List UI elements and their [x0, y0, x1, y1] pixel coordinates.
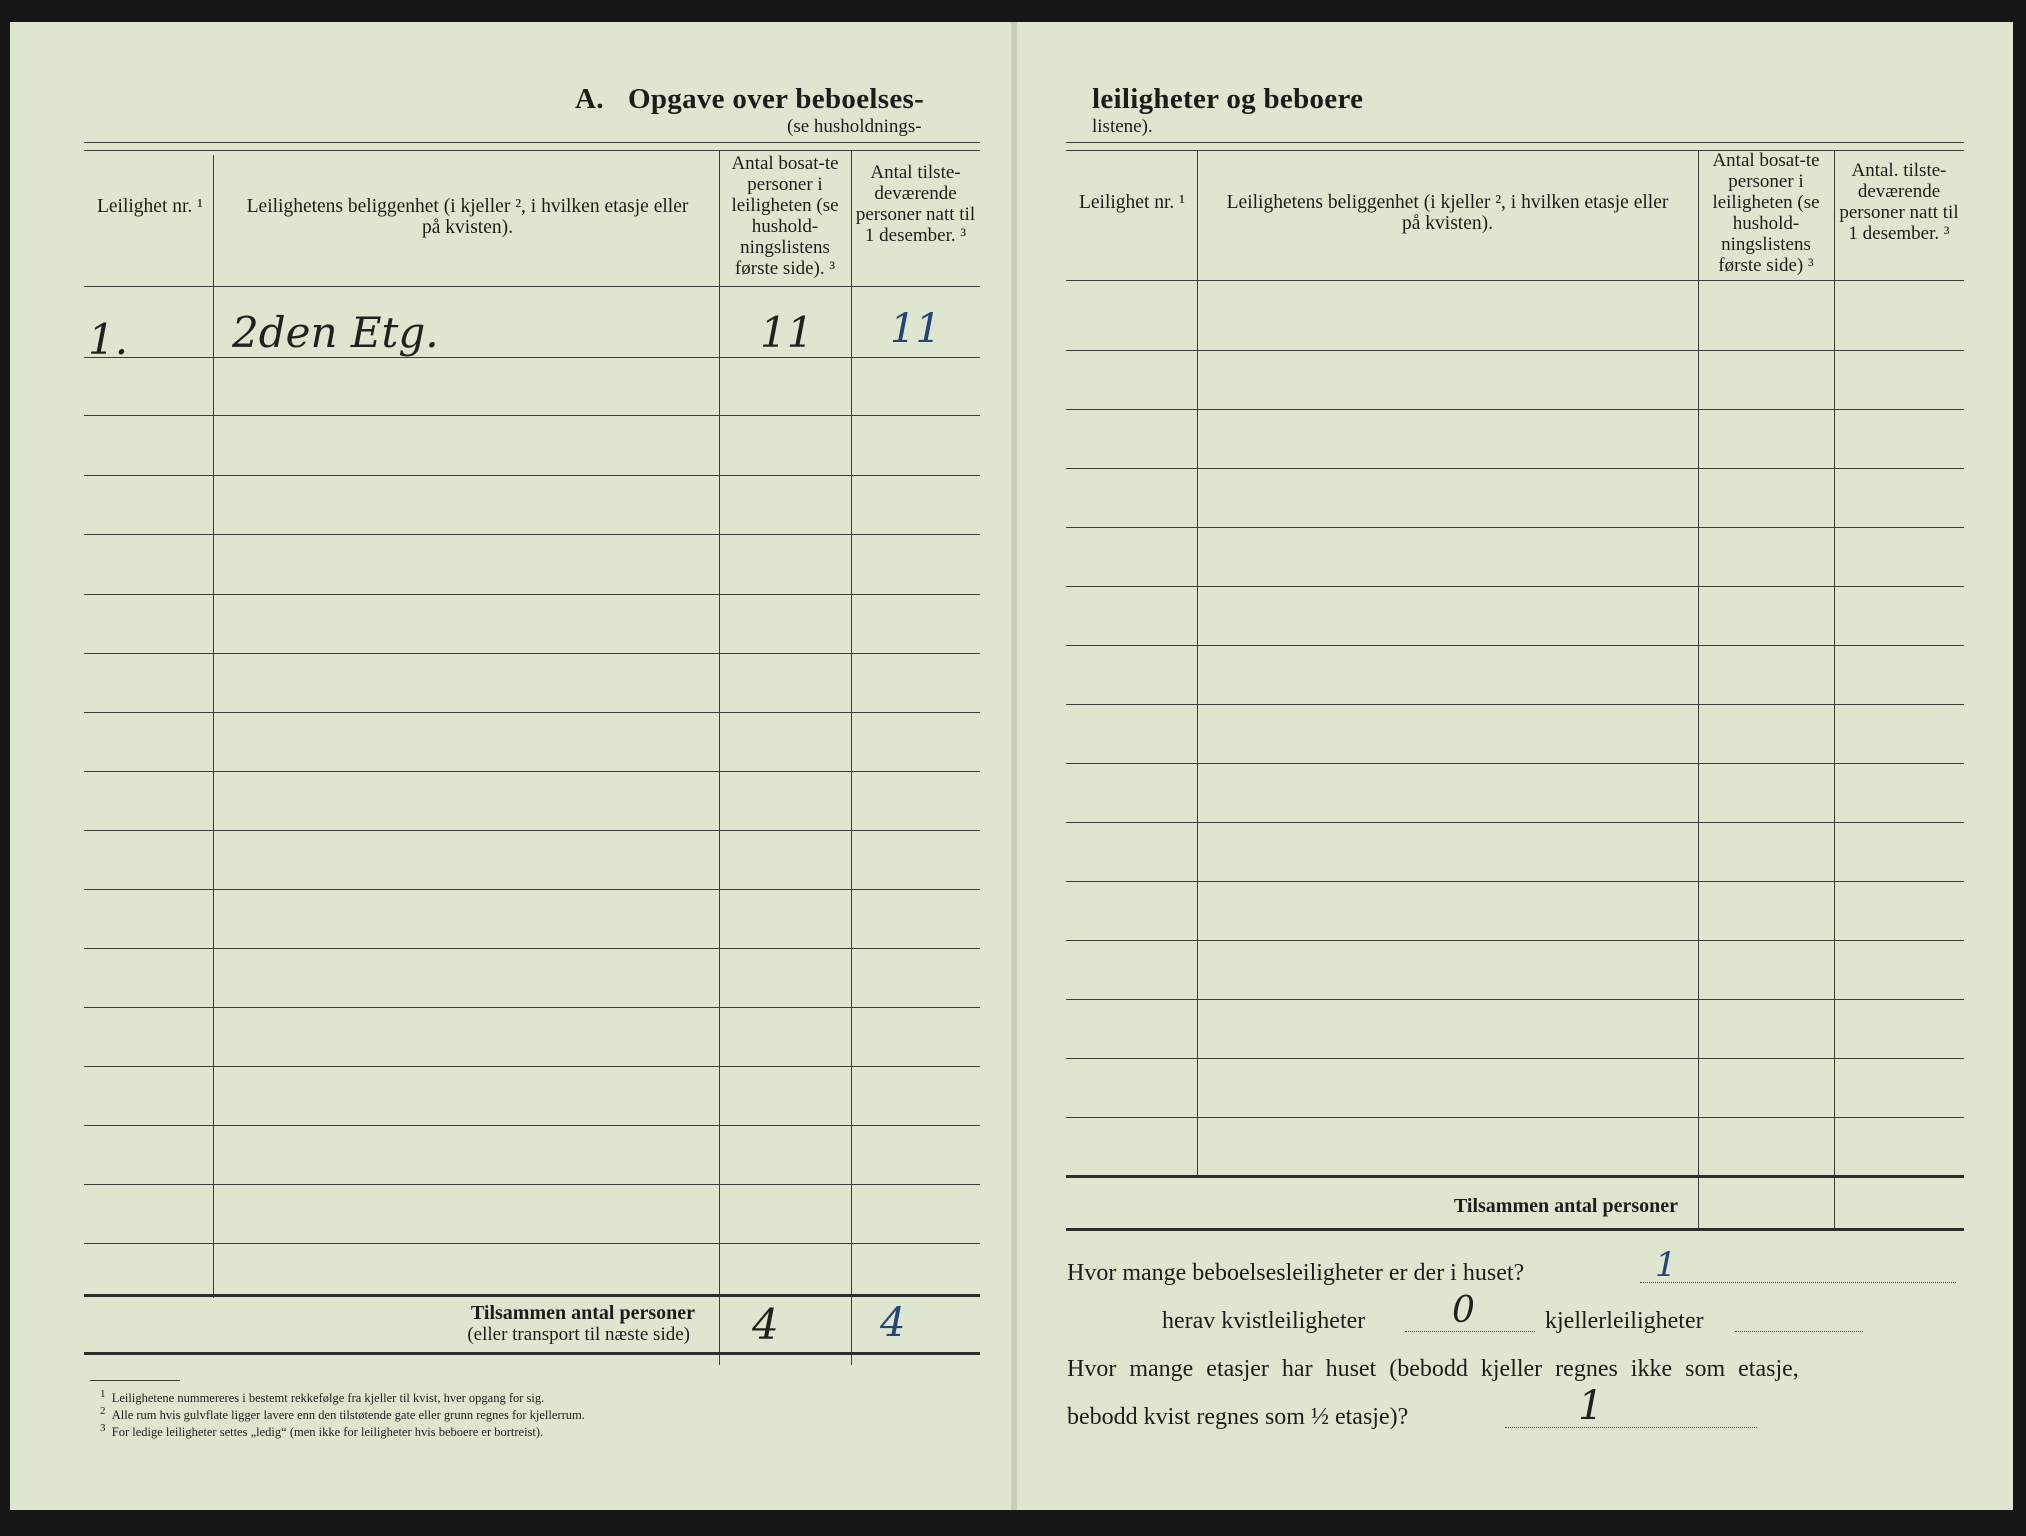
col-header-location: Leilighetens beliggenhet (i kjeller ², i hvilken etasje eller på kvisten).: [246, 196, 689, 238]
left-subtitle: (se husholdnings-: [787, 116, 922, 137]
left-total-label: Tilsammen antal personer: [470, 1302, 695, 1324]
answer-apartments: 1: [1655, 1245, 1677, 1285]
footnote-3: $^3$ For ledige leiligheter settes „ledig“ (men ikke for leiligheter hvis beboere er bortreist).: [100, 1422, 544, 1440]
answer-floors: 1: [1578, 1383, 1604, 1429]
row1-residents: 11: [760, 308, 814, 357]
row1-location: 2den Etg.: [232, 308, 439, 357]
question-attic: herav kvistleiligheter: [1162, 1308, 1366, 1334]
right-col-header-location: Leilighetens beliggenhet (i kjeller ², i hvilken etasje eller på kvisten).: [1226, 192, 1669, 234]
row1-nr: 1.: [88, 315, 129, 364]
col-header-present: Antal tilste-deværende personer natt til 1 desember. ³: [855, 162, 976, 246]
right-col-header-residents: Antal bosat-te personer i leiligheten (se hushold-ningslistens første side) ³: [1712, 150, 1820, 276]
section-letter: A.: [575, 83, 604, 115]
total-present: 4: [880, 1300, 906, 1346]
question-apartments: Hvor mange beboelsesleiligheter er der i huset?: [1067, 1260, 1525, 1286]
answer-attic: 0: [1452, 1290, 1475, 1331]
row1-present: 11: [890, 306, 941, 352]
right-col-header-present: Antal. tilste-deværende personer natt til 1 desember. ³: [1839, 160, 1959, 244]
left-total-sub: (eller transport til næste side): [467, 1324, 690, 1345]
right-title: leiligheter og beboere: [1092, 83, 1364, 115]
right-total-label: Tilsammen antal personer: [1453, 1195, 1678, 1217]
question-basement: kjellerleiligheter: [1545, 1308, 1704, 1334]
right-col-header-nr: Leilighet nr. ¹: [1078, 192, 1186, 213]
footnote-2: $^2$ Alle rum hvis gulvflate ligger lavere enn den tilstøtende gate eller grunn regnes for kjellerrum.: [100, 1405, 585, 1423]
col-header-residents: Antal bosat-te personer i leiligheten (se hushold-ningslistens første side). ³: [731, 153, 839, 279]
right-subtitle: listene).: [1092, 116, 1153, 137]
footnote-1: $^1$ Leilighetene nummereres i bestemt rekkefølge fra kjeller til kvist, hver opgang for sig.: [100, 1388, 545, 1406]
col-header-nr: Leilighet nr. ¹: [96, 196, 204, 217]
left-title: Opgave over beboelses-: [628, 83, 925, 115]
question-floors-line2: bebodd kvist regnes som ½ etasje)?: [1067, 1404, 1409, 1430]
question-floors-line1: Hvor mange etasjer har huset (bebodd kjeller regnes ikke som etasje,: [1067, 1356, 1799, 1382]
total-residents: 4: [752, 1300, 779, 1349]
